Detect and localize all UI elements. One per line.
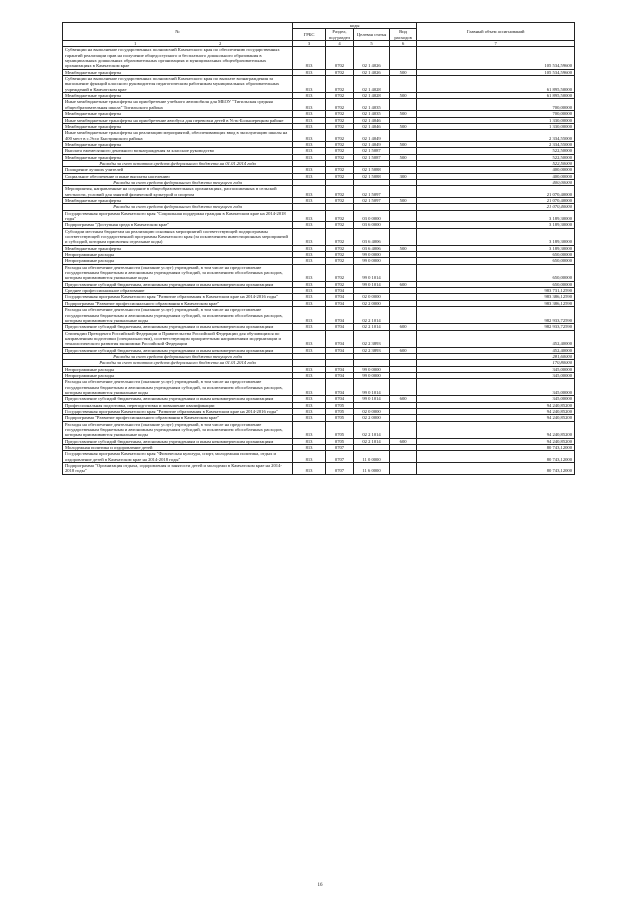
row-grbs: 813: [293, 154, 326, 160]
row-target: 02 2 0000: [354, 300, 390, 306]
row-target: 99 0 1014: [354, 379, 390, 396]
row-amount: 400,00000: [417, 167, 575, 173]
table-row: [63, 47, 575, 69]
row-section: 0704: [325, 372, 353, 378]
row-amount: 80 743,12000: [417, 451, 575, 463]
row-amount: 94 240,85200: [417, 438, 575, 444]
row-section: 0702: [325, 76, 353, 93]
row-section: 0702: [325, 252, 353, 258]
row-amount: 982 933,72590: [417, 324, 575, 330]
row-target: 02 2 3893: [354, 347, 390, 353]
table-row: [63, 99, 575, 111]
row-section: 0702: [325, 69, 353, 75]
row-amount: 522,50000: [417, 154, 575, 160]
row-name: Расходы за счет средств федерального бюджета текущего года: [63, 353, 293, 359]
row-target: 02 2 1014: [354, 307, 390, 324]
page-number: 16: [317, 883, 323, 888]
row-section: 0705: [325, 409, 353, 415]
row-amount: 522,50000: [417, 160, 575, 166]
row-section: 0702: [325, 130, 353, 142]
row-amount: 345,00000: [417, 366, 575, 372]
row-section: 0704: [325, 307, 353, 324]
row-amount: 700,00000: [417, 99, 575, 111]
row-grbs: 813: [293, 93, 326, 99]
row-name: Непрограммные расходы: [63, 252, 293, 258]
table-row: [63, 186, 575, 198]
row-expense-type: 300: [389, 173, 416, 179]
row-name: Расходы за счет средств федерального бюджета текущего года: [63, 179, 293, 185]
row-section: 0705: [325, 415, 353, 421]
row-grbs: 813: [293, 324, 326, 330]
row-name: Предоставление субсидий бюджетным, автономным учреждениям и иным некоммерческим организациям: [63, 281, 293, 287]
row-name: Расходы на обеспечение деятельности (оказание услуг) учреждений, в том числе на предоставление государственным бюджетным и автономным учреждениям субсидий, за исключением обособленных расходов, которым присваиваются уникальные коды: [63, 307, 293, 324]
row-name: Государственная программа Камчатского края "Социальная поддержка граждан в Камчатском крае на 2014-2018 годы": [63, 210, 293, 222]
row-name: Непрограммные расходы: [63, 366, 293, 372]
row-grbs: 813: [293, 148, 326, 154]
row-name: Расходы на обеспечение деятельности (оказание услуг) учреждений, в том числе на предоставление государственным бюджетным и автономным учреждениям субсидий, за исключением обособленных расходов, которым присваиваются уникальные коды: [63, 264, 293, 281]
row-name: Подпрограмма "Развитие профессионального образования в Камчатском крае": [63, 300, 293, 306]
row-name: Государственная программа Камчатского края "Развитие образования в Камчатском крае на 2014-2016 годы": [63, 294, 293, 300]
row-section: 0702: [325, 93, 353, 99]
row-grbs: 813: [293, 300, 326, 306]
row-name: Мероприятия, направленные на создание в общеобразовательных организациях, расположенных в сельской местности, условий для занятий физической культурой и спортом: [63, 186, 293, 198]
column-number: 6: [389, 41, 416, 47]
row-amount: 281,60000: [417, 353, 575, 359]
row-amount: 345,00000: [417, 396, 575, 402]
row-name: Межбюджетные трансферты: [63, 111, 293, 117]
row-grbs: 813: [293, 445, 326, 451]
row-section: 0702: [325, 154, 353, 160]
row-expense-type: 500: [389, 93, 416, 99]
row-name: Подпрограмма "Развитие профессионального образования в Камчатском крае": [63, 415, 293, 421]
row-target: 03 6 4006: [354, 245, 390, 251]
row-target: 03 6 0000: [354, 222, 390, 228]
row-name: Предоставление субсидий бюджетным, автономным учреждениям и иным некоммерческим организациям: [63, 438, 293, 444]
row-grbs: 813: [293, 117, 326, 123]
header-num: №: [63, 23, 293, 41]
row-amount: 170,80000: [417, 360, 575, 366]
row-target: 02 1 4049: [354, 130, 390, 142]
row-section: 0702: [325, 167, 353, 173]
row-section: 0702: [325, 222, 353, 228]
row-amount: 345,00000: [417, 372, 575, 378]
header-section: Раздел, под-раздел: [325, 29, 353, 41]
row-grbs: 813: [293, 173, 326, 179]
row-amount: 983 386,12590: [417, 294, 575, 300]
row-section: 0707: [325, 451, 353, 463]
row-grbs: 813: [293, 197, 326, 203]
column-number: 3: [293, 41, 326, 47]
table-row: [63, 76, 575, 93]
row-target: 02 1 4046: [354, 117, 390, 123]
row-name: Подпрограмма "Организация отдыха, оздоровления и занятости детей и молодежи в Камчатском крае на 2014-2018 годы": [63, 463, 293, 475]
row-amount: 983 386,12590: [417, 300, 575, 306]
row-target: 02 1 4026: [354, 47, 390, 69]
row-target: 02 1 5088: [354, 167, 390, 173]
row-name: Государственная программа Камчатского края "Развитие образования в Камчатском крае на 2014-2016 годы": [63, 409, 293, 415]
row-amount: 2 334,55000: [417, 141, 575, 147]
row-target: 03 6 4006: [354, 228, 390, 245]
row-section: 0702: [325, 258, 353, 264]
row-grbs: 813: [293, 463, 326, 475]
row-target: 02 2 3893: [354, 330, 390, 347]
row-expense-type: [389, 264, 416, 281]
row-amount: 94 240,85200: [417, 415, 575, 421]
row-grbs: 813: [293, 186, 326, 198]
row-grbs: 813: [293, 438, 326, 444]
row-section: 0704: [325, 288, 353, 294]
row-expense-type: 600: [389, 396, 416, 402]
row-section: 0702: [325, 99, 353, 111]
row-target: 02 2 1014: [354, 324, 390, 330]
row-section: 0704: [325, 347, 353, 353]
row-amount: 3 189,30000: [417, 228, 575, 245]
row-name: Стипендии Президента Российской Федерации и Правительства Российской Федерации для обучающихся по направлениям подготовки (специальностям), соответствующим приоритетным направлениям модернизации и технологического развития экономики Российской Федерации: [63, 330, 293, 347]
row-name: Выплата ежемесячного денежного вознаграждения за классное руководство: [63, 148, 293, 154]
row-grbs: 813: [293, 451, 326, 463]
row-section: 0702: [325, 173, 353, 179]
row-amount: 21 070,40000: [417, 197, 575, 203]
row-expense-type: [389, 228, 416, 245]
row-grbs: 813: [293, 281, 326, 287]
row-name: Профессиональная подготовка, переподготовка и повышение квалификации: [63, 402, 293, 408]
row-name: Субвенции на выполнение государственных полномочий Камчатского края по выплате вознаграждения за выполнение функций классного руководителя педагогическим работникам муниципальных образовательных учреждений в Камчатском крае: [63, 76, 293, 93]
row-section: 0705: [325, 438, 353, 444]
row-target: 02 2 1014: [354, 438, 390, 444]
row-target: 02 1 5087: [354, 154, 390, 160]
row-name: Межбюджетные трансферты: [63, 123, 293, 129]
column-number: 7: [417, 41, 575, 47]
row-target: 99 0 1014: [354, 264, 390, 281]
column-number: 1 2: [63, 41, 293, 47]
table-row: [63, 463, 575, 475]
row-section: 0702: [325, 148, 353, 154]
row-section: 0705: [325, 402, 353, 408]
row-amount: 21 070,40000: [417, 186, 575, 198]
row-amount: 94 240,85200: [417, 402, 575, 408]
row-amount: 345,00000: [417, 379, 575, 396]
row-expense-type: 500: [389, 245, 416, 251]
row-section: 0702: [325, 186, 353, 198]
table-row: [63, 330, 575, 347]
row-expense-type: 500: [389, 111, 416, 117]
row-section: 0702: [325, 47, 353, 69]
row-amount: 650,00000: [417, 281, 575, 287]
row-amount: 982 933,72590: [417, 307, 575, 324]
row-grbs: 813: [293, 210, 326, 222]
row-name: Иные межбюджетные трансферты на приобретение автобуса для перевозки детей в Усть-Большерецком районе: [63, 117, 293, 123]
row-name: Поощрение лучших учителей: [63, 167, 293, 173]
row-grbs: 813: [293, 347, 326, 353]
row-amount: 1 330,00000: [417, 123, 575, 129]
row-section: 0702: [325, 281, 353, 287]
row-name: Межбюджетные трансферты: [63, 197, 293, 203]
row-amount: 650,00000: [417, 258, 575, 264]
row-grbs: 813: [293, 396, 326, 402]
row-section: 0705: [325, 421, 353, 438]
row-grbs: 813: [293, 111, 326, 117]
table-row: [63, 210, 575, 222]
row-amount: 80 743,12000: [417, 445, 575, 451]
row-expense-type: [389, 451, 416, 463]
row-name: Межбюджетные трансферты: [63, 245, 293, 251]
row-target: 99 0 0000: [354, 372, 390, 378]
row-grbs: 813: [293, 258, 326, 264]
row-grbs: 813: [293, 330, 326, 347]
row-name: Государственная программа Камчатского края "Физическая культура, спорт, молодежная политика, отдых и оздоровление детей в Камчатском крае на 2014-2018 годы": [63, 451, 293, 463]
row-target: 02 1 4035: [354, 111, 390, 117]
row-amount: 1 330,00000: [417, 117, 575, 123]
row-section: 0702: [325, 228, 353, 245]
row-name: Среднее профессиональное образование: [63, 288, 293, 294]
row-expense-type: [389, 421, 416, 438]
row-grbs: 813: [293, 288, 326, 294]
row-amount: 452,40000: [417, 330, 575, 347]
row-target: 03 0 0000: [354, 210, 390, 222]
column-number: 4: [325, 41, 353, 47]
row-amount: 400,00000: [417, 173, 575, 179]
row-amount: 3 189,30000: [417, 245, 575, 251]
row-grbs: 813: [293, 402, 326, 408]
row-section: 0704: [325, 330, 353, 347]
row-amount: 650,00000: [417, 252, 575, 258]
row-name: Непрограммные расходы: [63, 372, 293, 378]
row-section: 0707: [325, 463, 353, 475]
row-amount: 650,00000: [417, 264, 575, 281]
row-name: Предоставление субсидий бюджетным, автономным учреждениям и иным некоммерческим организациям: [63, 324, 293, 330]
row-target: 02 2 0000: [354, 415, 390, 421]
row-amount: 452,40000: [417, 347, 575, 353]
column-number: 5: [354, 41, 390, 47]
row-target: 02 1 4035: [354, 99, 390, 111]
row-grbs: 813: [293, 379, 326, 396]
row-amount: 2 334,55000: [417, 130, 575, 142]
row-amount: 522,50000: [417, 148, 575, 154]
row-target: 02 1 4046: [354, 123, 390, 129]
row-expense-type: 600: [389, 324, 416, 330]
row-expense-type: 500: [389, 197, 416, 203]
row-section: 0702: [325, 197, 353, 203]
row-grbs: 813: [293, 366, 326, 372]
table-body: [63, 47, 575, 474]
row-name: Иные межбюджетные трансферты на реализацию мероприятий, обеспечивающих ввод в эксплуатацию школы на 400 мест в с.Эссо Быстринского района: [63, 130, 293, 142]
row-grbs: 813: [293, 264, 326, 281]
row-name: Предоставление субсидий бюджетным, автономным учреждениям и иным некоммерческим организациям: [63, 347, 293, 353]
row-grbs: 813: [293, 307, 326, 324]
row-grbs: 813: [293, 252, 326, 258]
row-amount: 94 240,85200: [417, 409, 575, 415]
row-section: 0702: [325, 141, 353, 147]
row-grbs: 813: [293, 69, 326, 75]
row-target: 02 1 4049: [354, 141, 390, 147]
row-name: Молодежная политика и оздоровление детей: [63, 445, 293, 451]
row-grbs: 813: [293, 372, 326, 378]
row-section: 0704: [325, 379, 353, 396]
row-grbs: 813: [293, 222, 326, 228]
row-expense-type: [389, 330, 416, 347]
row-grbs: 813: [293, 409, 326, 415]
table-row: [63, 421, 575, 438]
row-section: 0702: [325, 117, 353, 123]
row-target: 02 1 5097: [354, 186, 390, 198]
row-target: 99 0 0000: [354, 252, 390, 258]
row-amount: 3 189,30000: [417, 222, 575, 228]
row-section: 0704: [325, 366, 353, 372]
row-amount: 105 534,59600: [417, 47, 575, 69]
row-expense-type: [389, 186, 416, 198]
row-expense-type: 500: [389, 69, 416, 75]
row-target: 02 1 5087: [354, 148, 390, 154]
row-target: 02 1 5097: [354, 197, 390, 203]
row-grbs: 813: [293, 47, 326, 69]
row-grbs: 813: [293, 415, 326, 421]
row-grbs: 813: [293, 130, 326, 142]
header-codes: коды: [293, 23, 417, 29]
row-expense-type: [389, 130, 416, 142]
row-name: Подпрограмма "Доступная среда в Камчатском крае": [63, 222, 293, 228]
row-name: Межбюджетные трансферты: [63, 69, 293, 75]
row-name: Межбюджетные трансферты: [63, 154, 293, 160]
row-section: 0702: [325, 111, 353, 117]
row-name: Межбюджетные трансферты: [63, 141, 293, 147]
row-name: Субсидии местным бюджетам на реализацию основных мероприятий соответствующей подпрограммы соответствующей государственной программы Камчатского края (за исключением инвестиционных мероприятий и субсидий, которым присвоены отдельные коды): [63, 228, 293, 245]
header-total: Главный объем ассигнований: [417, 23, 575, 41]
table-row: [63, 451, 575, 463]
row-expense-type: 500: [389, 141, 416, 147]
budget-table: [62, 22, 575, 475]
row-amount: 80 743,12000: [417, 463, 575, 475]
row-expense-type: [389, 379, 416, 396]
row-grbs: 813: [293, 76, 326, 93]
row-section: 0704: [325, 300, 353, 306]
row-expense-type: [389, 99, 416, 111]
row-expense-type: 600: [389, 438, 416, 444]
row-expense-type: [389, 463, 416, 475]
row-section: 0702: [325, 210, 353, 222]
table-row: [63, 228, 575, 245]
row-name: Социальное обеспечение и иные выплаты населению: [63, 173, 293, 179]
row-name: Непрограммные расходы: [63, 258, 293, 264]
row-name: Расходы на обеспечение деятельности (оказание услуг) учреждений, в том числе на предоставление государственным бюджетным и автономным учреждениям субсидий, за исключением обособленных расходов, которым присваиваются уникальные коды: [63, 379, 293, 396]
row-amount: 94 240,85200: [417, 421, 575, 438]
row-grbs: 813: [293, 167, 326, 173]
row-target: 02 1 4026: [354, 69, 390, 75]
header-target: Целевая статья: [354, 29, 390, 41]
row-expense-type: 500: [389, 123, 416, 129]
row-target: 99 0 1014: [354, 281, 390, 287]
row-target: 02 0 0000: [354, 294, 390, 300]
row-target: 02 1 4028: [354, 93, 390, 99]
row-expense-type: [389, 76, 416, 93]
row-name: Расходы на обеспечение деятельности (оказание услуг) учреждений, в том числе на предоставление государственным бюджетным и автономным учреждениям субсидий, за исключением обособленных расходов, которым присваиваются уникальные коды: [63, 421, 293, 438]
row-expense-type: [389, 210, 416, 222]
row-expense-type: 600: [389, 281, 416, 287]
row-name: Предоставление субсидий бюджетным, автономным учреждениям и иным некоммерческим организациям: [63, 396, 293, 402]
row-target: 11 6 0000: [354, 463, 390, 475]
row-expense-type: [389, 47, 416, 69]
row-name: Межбюджетные трансферты: [63, 93, 293, 99]
row-name: Расходы за счет средств федерального бюджета текущего года: [63, 204, 293, 210]
table-row: [63, 130, 575, 142]
row-target: 02 2 1014: [354, 421, 390, 438]
row-grbs: 813: [293, 245, 326, 251]
row-amount: 105 534,59600: [417, 69, 575, 75]
row-section: 0704: [325, 324, 353, 330]
row-section: 0702: [325, 264, 353, 281]
row-grbs: 813: [293, 294, 326, 300]
row-amount: 983 731,12590: [417, 288, 575, 294]
row-amount: 400,00000: [417, 179, 575, 185]
row-grbs: 813: [293, 99, 326, 111]
row-target: 02 0 0000: [354, 409, 390, 415]
row-target: 02 1 4028: [354, 76, 390, 93]
row-amount: 700,00000: [417, 111, 575, 117]
row-target: 99 0 0000: [354, 366, 390, 372]
table-row: [63, 307, 575, 324]
row-amount: 61 895,50000: [417, 76, 575, 93]
row-target: 02 1 5088: [354, 173, 390, 179]
row-section: 0704: [325, 294, 353, 300]
row-name: Расходы за счет остатков средств федерального бюджета на 01.01.2014 года: [63, 160, 293, 166]
row-section: 0702: [325, 123, 353, 129]
header-expense-type: Вид расходов: [389, 29, 416, 41]
row-section: 0702: [325, 245, 353, 251]
row-name: Иные межбюджетные трансферты на приобретение учебного автомобиля для МБОУ "Тигильская средняя общеобразовательная школа" Тигильского района: [63, 99, 293, 111]
row-grbs: 813: [293, 141, 326, 147]
row-name: Субвенции на выполнение государственных полномочий Камчатского края по обеспечению государственных гарантий реализации прав на получение общедоступного и бесплатного дошкольного образования в муниципальных дошкольных образовательных организациях и муниципальных общеобразовательных организациях в Камчатском крае: [63, 47, 293, 69]
row-amount: 61 895,50000: [417, 93, 575, 99]
table-row: [63, 264, 575, 281]
row-amount: 3 189,30000: [417, 210, 575, 222]
row-target: 99 0 0000: [354, 258, 390, 264]
row-expense-type: 500: [389, 154, 416, 160]
row-grbs: 813: [293, 421, 326, 438]
row-amount: 21 070,40000: [417, 204, 575, 210]
row-name: Расходы за счет остатков средств федерального бюджета на 01.01.2014 года: [63, 360, 293, 366]
row-section: 0707: [325, 445, 353, 451]
row-expense-type: 600: [389, 347, 416, 353]
row-target: 99 0 1014: [354, 396, 390, 402]
row-expense-type: [389, 307, 416, 324]
header-grbs: ГРБС: [293, 29, 326, 41]
row-grbs: 813: [293, 228, 326, 245]
row-grbs: 813: [293, 123, 326, 129]
row-target: 11 0 0000: [354, 451, 390, 463]
table-row: [63, 379, 575, 396]
row-section: 0704: [325, 396, 353, 402]
